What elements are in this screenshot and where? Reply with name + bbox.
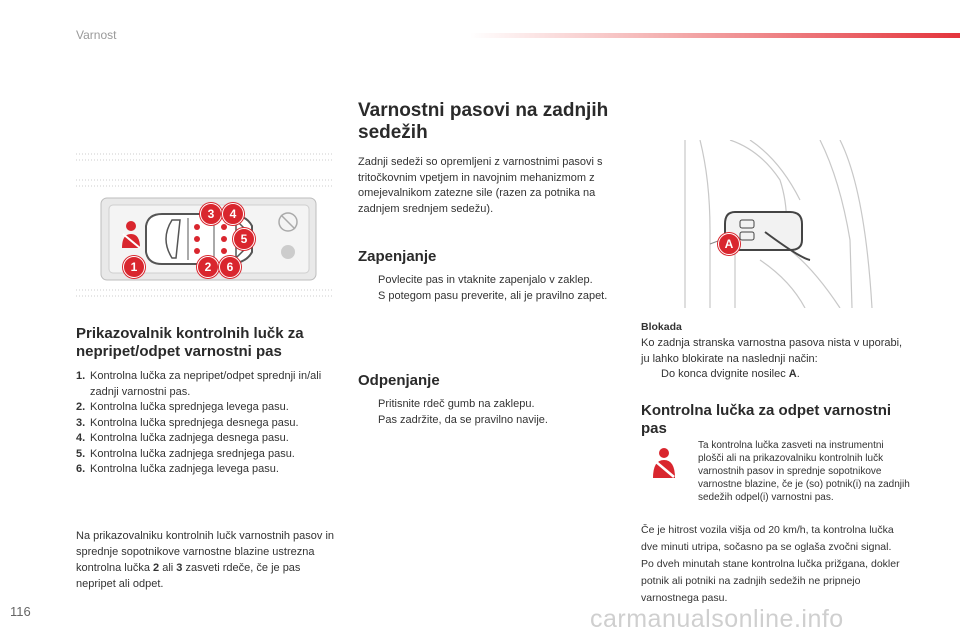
watermark: carmanualsonline.info: [590, 605, 844, 633]
seatbelt-lamp-icon: [647, 446, 681, 480]
list-item: 1. Kontrolna lučka za nepripet/odpet sprednji in/ali zadnji varnostni pas.: [76, 370, 322, 398]
list-item: 5. Kontrolna lučka zadnjega srednjega pasu.: [76, 447, 295, 460]
bullet-icon: [641, 367, 661, 383]
diagram-label-4: 4: [222, 203, 244, 225]
list-item: 4. Kontrolna lučka zadnjega desnega pasu.: [76, 432, 289, 444]
holder-label-a: A: [718, 233, 740, 255]
diagram-label-5: 5: [233, 228, 255, 250]
rear-seatbelts-title: Varnostni pasovi na zadnjih sedežih: [358, 100, 609, 143]
lamp-title: Kontrolna lučka za odpet varnostni pas: [641, 402, 892, 437]
list-item: 2. Kontrolna lučka sprednjega levega pasu.: [76, 401, 289, 413]
blokada-title: Blokada: [641, 321, 682, 333]
list-item: Pritisnite rdeč gumb na zaklepu.: [358, 397, 618, 413]
lamp-description: Ta kontrolna lučka zasveti na instrumentni plošči ali na prikazovalniku kontrolnih lučk varnostnih pasov in sprednje sopotnikove varnostne blazine, če je (so) potnik(i) na zadnjih sedežih odpel(i) varnostni pas.: [698, 440, 910, 503]
bullet-icon: [358, 397, 378, 413]
diagram-label-6: 6: [219, 256, 241, 278]
list-item: Povlecite pas in vtaknite zapenjalo v zaklep.: [358, 273, 618, 289]
diagram-label-1: 1: [123, 256, 145, 278]
bullet-icon: [358, 413, 378, 429]
page-number: 116: [10, 604, 31, 619]
seatbelt-display-diagram: [76, 148, 334, 308]
header-accent-bar: [470, 33, 960, 38]
list-item: 3. Kontrolna lučka sprednjega desnega pasu.: [76, 416, 299, 429]
seat-belt-holder-illustration: [640, 140, 898, 308]
fasten-title: Zapenjanje: [358, 248, 437, 265]
lamp-speed-text: Če je hitrost vozila višja od 20 km/h, ta kontrolna lučka dve minuti utripa, sočasno pa se oglaša zvočni signal. Po dveh minutah stane kontrolna lučka prižgana, dokler potnik ali potniki na zadnjih sedežih ne pripnejo varnostnega pasu.: [641, 524, 900, 604]
list-item: Pas zadržite, da se pravilno navije.: [358, 413, 618, 429]
bullet-icon: [358, 273, 378, 289]
section-title: Varnost: [76, 28, 117, 42]
rear-seatbelts-intro: Zadnji sedeži so opremljeni z varnostnimi pasovi s tritočkovnim vpetjem in navojnim mehanizmom z omejevalnikom zatezne sile (razen za potnika na zadnjem srednjem sedežu).: [358, 156, 603, 215]
list-item: S potegom pasu preverite, ali je pravilno zapet.: [358, 289, 618, 305]
display-section-title: Prikazovalnik kontrolnih lučk za nepripet/odpet varnostni pas: [76, 325, 304, 360]
lamp-list: [76, 369, 334, 478]
display-note: Na prikazovalniku kontrolnih lučk varnostnih pasov in sprednje sopotnikove varnostne blazine ustrezna kontrolna lučka 2 ali 3 zasveti rdeče, če je pas nepripet ali odpet.: [76, 530, 335, 590]
belt-holder: [725, 212, 810, 260]
bullet-icon: [358, 289, 378, 305]
diagram-label-2: 2: [197, 256, 219, 278]
list-item: 6. Kontrolna lučka zadnjega levega pasu.: [76, 463, 279, 475]
unfasten-title: Odpenjanje: [358, 372, 440, 389]
dashboard-panel-illustration: [76, 148, 334, 308]
diagram-label-3: 3: [200, 203, 222, 225]
rear-seat-illustration: [640, 140, 898, 308]
blokada-text: Ko zadnja stranska varnostna pasova nista v uporabi, ju lahko blokirate na naslednji način:: [641, 337, 903, 365]
list-item: Do konca dvignite nosilec A.: [641, 367, 903, 383]
